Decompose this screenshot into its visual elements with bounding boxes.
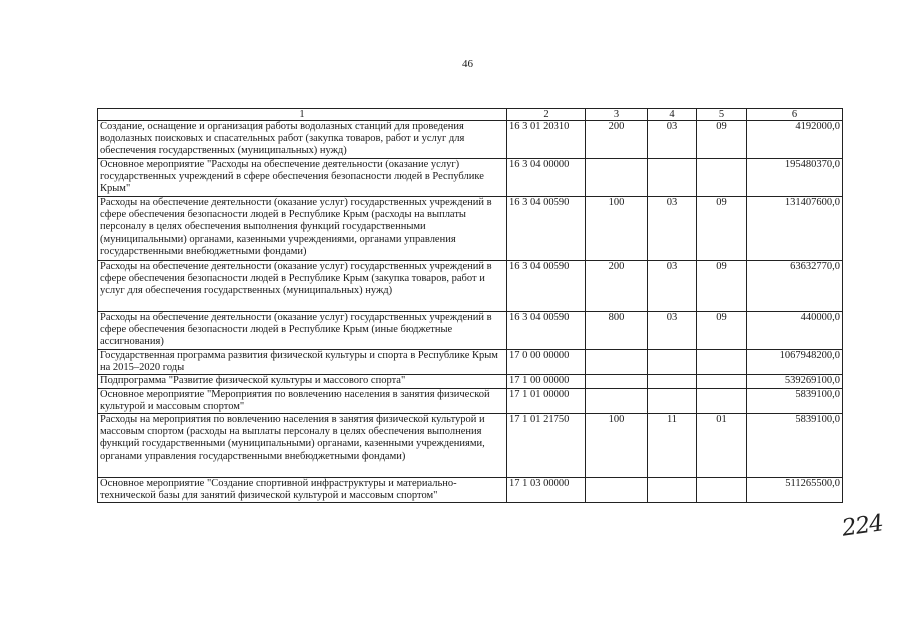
cell-subsection: 09 bbox=[697, 197, 747, 261]
cell-section bbox=[648, 478, 697, 503]
header-col-1: 1 bbox=[98, 109, 507, 121]
cell-target-article: 16 3 04 00590 bbox=[507, 261, 586, 312]
header-col-4: 4 bbox=[648, 109, 697, 121]
cell-name: Основное мероприятие "Создание спортивной инфраструктуры и материально-технической базы для занятий физической культурой и массовым спортом" bbox=[98, 478, 507, 503]
cell-amount: 63632770,0 bbox=[747, 261, 843, 312]
cell-name: Расходы на мероприятия по вовлечению населения в занятия физической культурой и массовым спортом (расходы на выплаты персоналу в целях обеспечения выполнения функций государственными (муниципальными) органами, казенными учреждениями, органами управления государственными внебюджетными фондами) bbox=[98, 414, 507, 478]
table-row bbox=[98, 261, 843, 312]
handwritten-page-mark: 224 bbox=[840, 510, 885, 542]
cell-section bbox=[648, 388, 697, 413]
cell-target-article: 16 3 01 20310 bbox=[507, 121, 586, 159]
cell-subsection bbox=[697, 375, 747, 388]
cell-expense-type: 200 bbox=[586, 261, 648, 312]
cell-subsection: 01 bbox=[697, 414, 747, 478]
header-col-2: 2 bbox=[507, 109, 586, 121]
cell-target-article: 16 3 04 00000 bbox=[507, 159, 586, 197]
cell-amount: 440000,0 bbox=[747, 312, 843, 350]
cell-expense-type: 200 bbox=[586, 121, 648, 159]
table-row bbox=[98, 159, 843, 197]
budget-table bbox=[97, 108, 843, 503]
cell-target-article: 16 3 04 00590 bbox=[507, 312, 586, 350]
cell-target-article: 17 0 00 00000 bbox=[507, 350, 586, 375]
cell-name: Подпрограмма "Развитие физической культуры и массового спорта" bbox=[98, 375, 507, 388]
table-row bbox=[98, 350, 843, 375]
cell-expense-type: 800 bbox=[586, 312, 648, 350]
table-row bbox=[98, 312, 843, 350]
cell-name: Расходы на обеспечение деятельности (оказание услуг) государственных учреждений в сфере обеспечения безопасности людей в Республике Крым (расходы на выплаты персоналу в целях обеспечения выполнения функций государственными (муниципальными) органами, казенными учреждениями, органами управления государственными внебюджетными фондами) bbox=[98, 197, 507, 261]
cell-target-article: 17 1 00 00000 bbox=[507, 375, 586, 388]
cell-subsection bbox=[697, 478, 747, 503]
header-col-3: 3 bbox=[586, 109, 648, 121]
cell-expense-type bbox=[586, 478, 648, 503]
cell-amount: 195480370,0 bbox=[747, 159, 843, 197]
cell-section: 03 bbox=[648, 261, 697, 312]
cell-subsection: 09 bbox=[697, 261, 747, 312]
cell-target-article: 17 1 03 00000 bbox=[507, 478, 586, 503]
cell-subsection: 09 bbox=[697, 312, 747, 350]
cell-section bbox=[648, 350, 697, 375]
cell-target-article: 16 3 04 00590 bbox=[507, 197, 586, 261]
cell-amount: 5839100,0 bbox=[747, 414, 843, 478]
table-row bbox=[98, 197, 843, 261]
cell-expense-type bbox=[586, 350, 648, 375]
cell-section bbox=[648, 159, 697, 197]
cell-amount: 511265500,0 bbox=[747, 478, 843, 503]
cell-subsection: 09 bbox=[697, 121, 747, 159]
cell-name: Создание, оснащение и организация работы водолазных станций для проведения водолазных поисковых и спасательных работ (закупка товаров, работ и услуг для обеспечения государственных (муниципальных) нужд) bbox=[98, 121, 507, 159]
cell-target-article: 17 1 01 21750 bbox=[507, 414, 586, 478]
cell-section: 11 bbox=[648, 414, 697, 478]
table-row bbox=[98, 388, 843, 413]
table-header-row bbox=[98, 109, 843, 121]
cell-expense-type: 100 bbox=[586, 197, 648, 261]
header-col-6: 6 bbox=[747, 109, 843, 121]
cell-subsection bbox=[697, 388, 747, 413]
cell-expense-type bbox=[586, 375, 648, 388]
cell-name: Основное мероприятие "Расходы на обеспечение деятельности (оказание услуг) государственных учреждений в сфере обеспечения безопасности людей в Республике Крым" bbox=[98, 159, 507, 197]
cell-section bbox=[648, 375, 697, 388]
cell-section: 03 bbox=[648, 121, 697, 159]
cell-name: Расходы на обеспечение деятельности (оказание услуг) государственных учреждений в сфере обеспечения безопасности людей в Республике Крым (иные бюджетные ассигнования) bbox=[98, 312, 507, 350]
header-col-5: 5 bbox=[697, 109, 747, 121]
cell-amount: 131407600,0 bbox=[747, 197, 843, 261]
cell-expense-type bbox=[586, 159, 648, 197]
table-row bbox=[98, 121, 843, 159]
cell-name: Расходы на обеспечение деятельности (оказание услуг) государственных учреждений в сфере обеспечения безопасности людей в Республике Крым (закупка товаров, работ и услуг для обеспечения государственных (муниципальных) нужд) bbox=[98, 261, 507, 312]
cell-name: Основное мероприятие "Мероприятия по вовлечению населения в занятия физической культурой и массовым спортом" bbox=[98, 388, 507, 413]
cell-expense-type bbox=[586, 388, 648, 413]
cell-subsection bbox=[697, 350, 747, 375]
cell-amount: 1067948200,0 bbox=[747, 350, 843, 375]
table-row bbox=[98, 478, 843, 503]
cell-name: Государственная программа развития физической культуры и спорта в Республике Крым на 2015–2020 годы bbox=[98, 350, 507, 375]
cell-section: 03 bbox=[648, 197, 697, 261]
cell-subsection bbox=[697, 159, 747, 197]
table-row bbox=[98, 414, 843, 478]
cell-amount: 539269100,0 bbox=[747, 375, 843, 388]
cell-section: 03 bbox=[648, 312, 697, 350]
table-body bbox=[98, 121, 843, 503]
page-number: 46 bbox=[462, 58, 473, 70]
cell-target-article: 17 1 01 00000 bbox=[507, 388, 586, 413]
cell-amount: 4192000,0 bbox=[747, 121, 843, 159]
table-row bbox=[98, 375, 843, 388]
cell-amount: 5839100,0 bbox=[747, 388, 843, 413]
cell-expense-type: 100 bbox=[586, 414, 648, 478]
